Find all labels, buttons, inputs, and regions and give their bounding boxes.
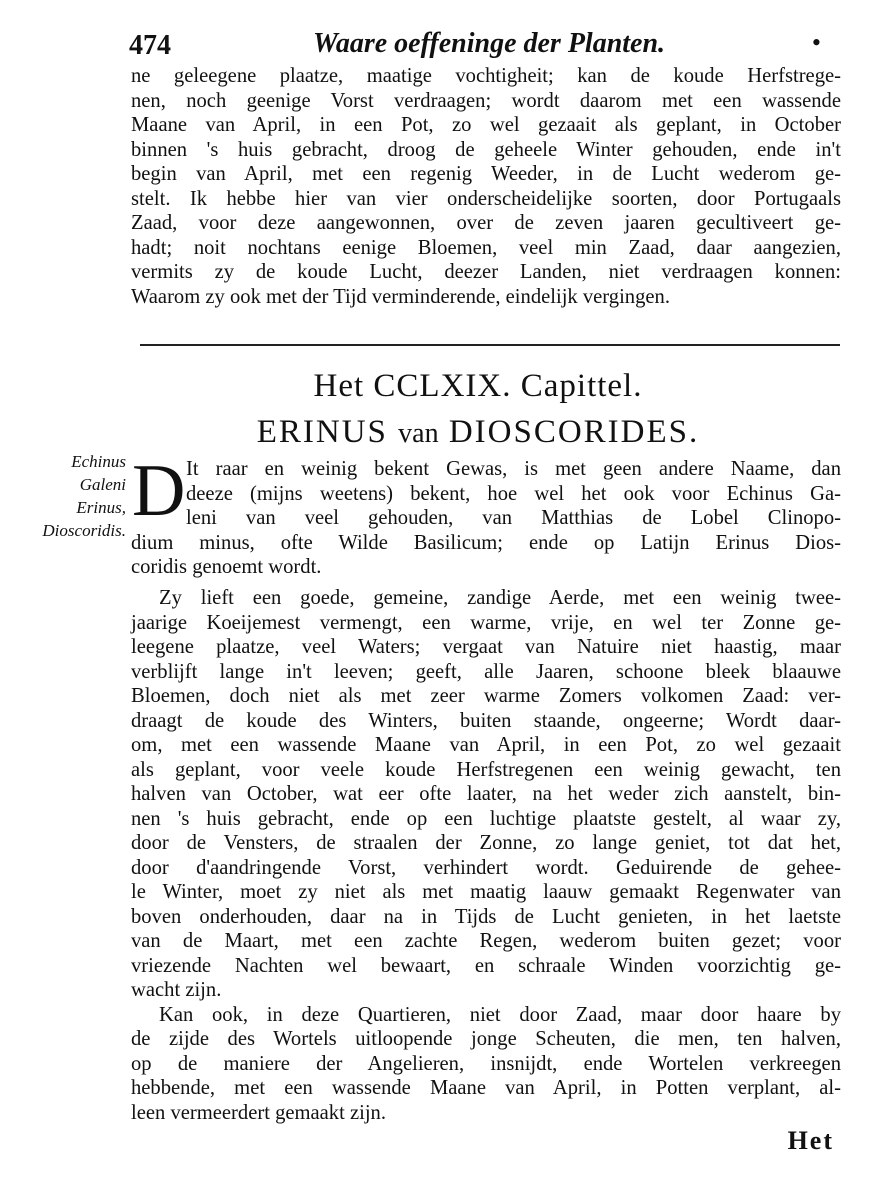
text-line: Zy lieft een goede, gemeine, zandige Aerde, met een weinig twee- xyxy=(159,587,841,609)
text-line: halven van October, wat eer ofte laater, na het weder zich aanstelt, bin- xyxy=(131,783,841,805)
text-line: coridis genoemt wordt. xyxy=(131,556,322,578)
chapter-subtitle-part: ERINUS xyxy=(256,414,388,450)
text-line: le Winter, moet zy niet als met maatig laauw gemaakt Regenwater van xyxy=(131,881,841,903)
text-line: vermits zy de koude Lucht, deezer Landen, niet verdraagen konnen: xyxy=(131,261,841,283)
text-line: hadt; noit nochtans eenige Bloemen, veel min Zaad, daar aangezien, xyxy=(131,236,841,259)
text-line: draagt de koude des Winters, buiten staande, ongeerne; Wordt daar- xyxy=(131,709,841,732)
margin-note: Dioscoridis. xyxy=(42,521,126,540)
text-line: boven onderhouden, daar na in Tijds de Lucht genieten, in het laetste xyxy=(131,905,841,928)
chapter-subtitle xyxy=(0,414,876,451)
chapter-subtitle-part: DIOSCORIDES. xyxy=(448,414,700,450)
page-number: 474 xyxy=(129,30,171,61)
text-line: hebbende, met een wassende Maane van April, in Potten verplant, al- xyxy=(131,1077,841,1099)
running-title: Waare oeffeninge der Planten. xyxy=(313,28,666,59)
text-line: leegene plaatze, veel Waters; vergaat van Natuire niet haastig, maar xyxy=(131,636,841,658)
margin-note: Galeni xyxy=(79,475,126,494)
text-line: binnen 's huis gebracht, droog de geheele Winter gehouden, ende in't xyxy=(131,138,841,161)
text-line: door d'aandringende Vorst, verhindert wordt. Geduirende de gehee- xyxy=(131,856,841,879)
header-dot: • xyxy=(811,28,821,57)
text-line: ne geleegene plaatze, maatige vochtigheit; kan de koude Herfstrege- xyxy=(131,65,841,87)
text-line: de zijde des Wortels uitloopende jonge Scheuten, die men, ten halven, xyxy=(131,1028,841,1050)
page-header xyxy=(125,24,825,64)
text-line: nen, noch geenige Vorst verdraagen; wordt daarom met een wassende xyxy=(131,89,841,112)
text-line: door de Vensters, de straalen der Zonne, zo lange geniet, tot dat het, xyxy=(131,832,841,854)
chapter-title: Het CCLXIX. Capittel. xyxy=(313,368,643,404)
text-line: stelt. Ik hebbe hier van vier onderscheidelijke soorten, door Portugaals xyxy=(131,187,841,210)
text-line: deeze (mijns weetens) bekent, hoe wel het ook voor Echinus Ga- xyxy=(186,482,841,505)
text-line: als geplant, voor veele koude Herfstregenen een weinig gewacht, ten xyxy=(131,758,841,781)
text-line: verblijft lange in't leeven; geeft, alle Jaaren, schoone bleek blaauwe xyxy=(131,660,841,683)
catchword: Het xyxy=(787,1126,834,1155)
text-line: dium minus, ofte Wilde Basilicum; ende op Latijn Erinus Dios- xyxy=(131,531,841,554)
margin-notes xyxy=(16,450,126,542)
text-line: Waarom zy ook met der Tijd verminderende, eindelijk vergingen. xyxy=(131,285,670,308)
chapter-subtitle-part: van xyxy=(398,418,439,449)
text-line: vriezende Nachten wel bewaart, en schraale Winden voorzichtig ge- xyxy=(131,954,841,977)
text-line: Maane van April, in een Pot, zo wel gezaait als geplant, in October xyxy=(131,114,841,136)
margin-note: Erinus, xyxy=(76,498,126,517)
text-line: It raar en weinig bekent Gewas, is met geen andere Naame, dan xyxy=(186,458,841,480)
text-line: leen vermeerdert gemaakt zijn. xyxy=(131,1101,386,1124)
top-paragraph xyxy=(131,64,841,309)
text-line: wacht zijn. xyxy=(131,979,222,1001)
text-line: begin van April, met een regenig Weeder, in de Lucht wederom ge- xyxy=(131,163,841,185)
text-line: leni van veel gehouden, van Matthias de Lobel Clinopo- xyxy=(186,507,841,529)
section-rule xyxy=(140,344,840,346)
margin-note: Echinus xyxy=(71,452,126,471)
text-line: Kan ook, in deze Quartieren, niet door Zaad, maar door haare by xyxy=(159,1003,841,1026)
first-paragraph xyxy=(131,457,841,580)
body-paragraphs xyxy=(131,586,841,1125)
drop-cap: D xyxy=(132,450,186,532)
text-line: Bloemen, doch niet als met zeer warme Zomers volkomen Zaad: ver- xyxy=(131,685,841,707)
text-line: nen 's huis gebracht, ende op een luchtige plaatste gestelt, al waar zy, xyxy=(131,807,841,830)
text-line: op de maniere der Angelieren, insnijdt, ende Wortelen verkreegen xyxy=(131,1052,841,1075)
text-line: van de Maart, met een zachte Regen, wederom buiten gezet; voor xyxy=(131,930,841,952)
text-line: jaarige Koeijemest vermengt, een warme, vrije, en wel ter Zonne ge- xyxy=(131,611,841,634)
text-line: Zaad, voor deze aangewonnen, over de zeven jaaren gecultiveert ge- xyxy=(131,212,841,234)
text-line: om, met een wassende Maane van April, in een Pot, zo wel gezaait xyxy=(131,734,841,756)
